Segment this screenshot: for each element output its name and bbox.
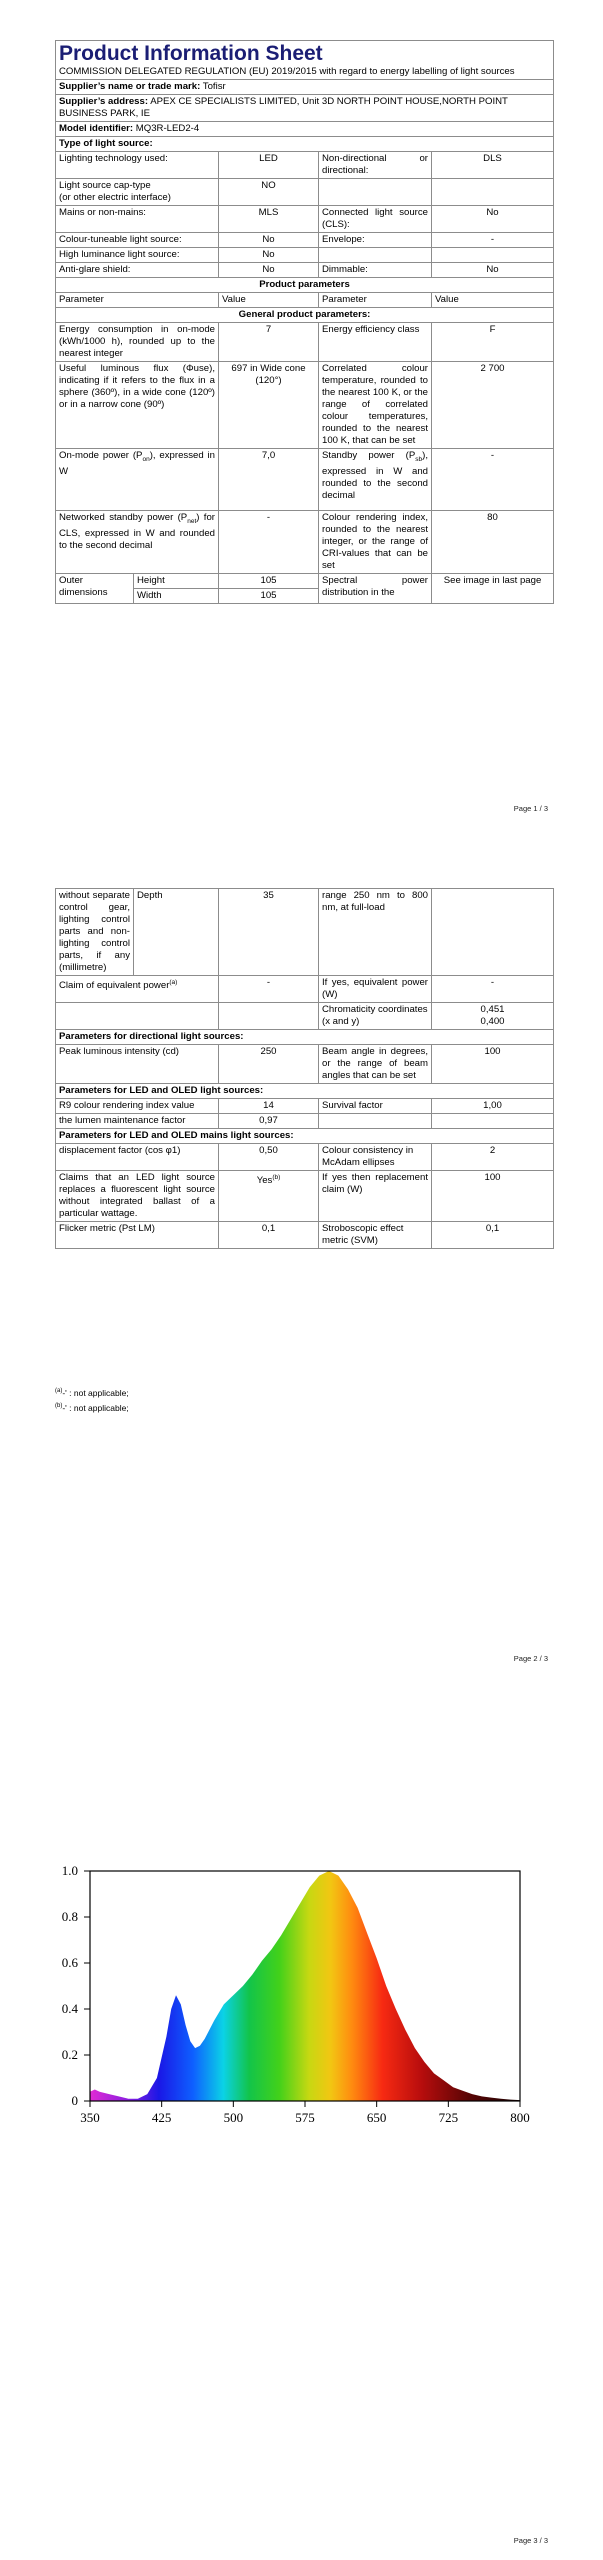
mains-section-title: Parameters for LED and OLED mains light sources:: [56, 1129, 554, 1144]
y-tick-label: 0.2: [61, 2047, 78, 2062]
dimmable-label: Dimmable:: [319, 263, 432, 278]
note-b-ref: (b): [272, 1174, 281, 1181]
directional-label: Non-directional or directional:: [319, 152, 432, 179]
peak-intensity-label: Peak luminous intensity (cd): [56, 1045, 219, 1084]
outer-dimensions-label: Outer dimensions: [56, 574, 134, 604]
model-label: Model identifier:: [59, 123, 134, 134]
cri-value: 80: [432, 511, 554, 574]
lumen-maintenance-value: 0,97: [219, 1114, 319, 1129]
cap-type-label: [56, 179, 219, 206]
model-value: MQ3R-LED2-4: [135, 123, 200, 134]
note-a-ref: (a): [169, 979, 178, 986]
height-value: 105: [219, 574, 319, 589]
x-tick-label: 500: [223, 2110, 244, 2125]
chromaticity-x: 0,451: [480, 1004, 505, 1015]
empty-cell: [319, 179, 432, 206]
colour-consistency-label: Colour consistency in McAdam ellipses: [319, 1144, 432, 1171]
high-luminance-label: High luminance light source:: [56, 248, 219, 263]
lumen-maintenance-label: the lumen maintenance factor: [56, 1114, 219, 1129]
info-sheet-page-1: [55, 40, 553, 604]
page-number-3: Page 3 / 3: [513, 2536, 548, 2545]
beam-angle-value: 100: [432, 1045, 554, 1084]
spd-label: Spectral power distribution in the: [319, 574, 432, 604]
page-3: [0, 1785, 603, 2560]
model-row: [56, 122, 554, 137]
cls-value: No: [432, 206, 554, 233]
type-section-title: Type of light source:: [56, 137, 554, 152]
header-parameter-2: Parameter: [319, 293, 432, 308]
r9-value: 14: [219, 1099, 319, 1114]
footnote-a-mark: (a): [55, 1388, 63, 1394]
peak-intensity-value: 250: [219, 1045, 319, 1084]
cap-type-label-line2: (or other electric interface): [59, 192, 171, 203]
depth-value: 35: [219, 889, 319, 976]
fluorescent-claim-value: [219, 1171, 319, 1222]
luminous-flux-label: Useful luminous flux (Φuse), indicating if it refers to the flux in a sphere (360º), in a wide cone (120º) or in a narrow cone (90º): [56, 362, 219, 449]
y-tick-label: 0: [71, 2093, 78, 2108]
equivalent-power-watts-label: If yes, equivalent power (W): [319, 976, 432, 1003]
stroboscopic-label: Stroboscopic effect metric (SVM): [319, 1222, 432, 1249]
tuneable-value: No: [219, 233, 319, 248]
on-mode-power-label: [56, 449, 219, 511]
supplier-address-label: Supplier’s address:: [59, 96, 149, 107]
standby-power-value: -: [432, 449, 554, 511]
header-value: Value: [219, 293, 319, 308]
y-tick-label: 0.6: [61, 1955, 78, 1970]
supplier-name-row: [56, 80, 554, 95]
cls-label: Connected light source (CLS):: [319, 206, 432, 233]
stroboscopic-value: 0,1: [432, 1222, 554, 1249]
energy-class-label: Energy efficiency class: [319, 323, 432, 362]
info-table-page-1: [55, 40, 554, 604]
networked-standby-label: [56, 511, 219, 574]
fluorescent-claim-text: Yes: [256, 1175, 273, 1187]
networked-standby-value: -: [219, 511, 319, 574]
supplier-address-row: [56, 95, 554, 122]
empty-cell: [56, 1003, 219, 1030]
directional-value: DLS: [432, 152, 554, 179]
displacement-factor-label: displacement factor (cos φ1): [56, 1144, 219, 1171]
equivalent-power-text: Claim of equivalent power: [59, 980, 170, 992]
empty-cell: [219, 1003, 319, 1030]
equivalent-power-label: [56, 976, 219, 1003]
footnote-b: [55, 1400, 129, 1415]
chromaticity-value: [432, 1003, 554, 1030]
mains-label: Mains or non-mains:: [56, 206, 219, 233]
colour-consistency-value: 2: [432, 1144, 554, 1171]
flicker-label: Flicker metric (Pst LM): [56, 1222, 219, 1249]
tech-value: LED: [219, 152, 319, 179]
chromaticity-y: 0,400: [480, 1016, 505, 1027]
x-axis: [80, 2101, 530, 2125]
info-sheet-page-2: [55, 888, 553, 1249]
supplier-name-value: Tofisr: [202, 81, 226, 92]
y-tick-label: 1.0: [61, 1863, 78, 1878]
x-tick-label: 425: [151, 2110, 172, 2125]
supplier-name-label: Supplier’s name or trade mark:: [59, 81, 201, 92]
empty-cell: [432, 248, 554, 263]
empty-cell: [432, 179, 554, 206]
spectrum-area: [90, 1871, 520, 2101]
energy-consumption-value: 7: [219, 323, 319, 362]
y-tick-label: 0.8: [61, 1909, 78, 1924]
mains-value: MLS: [219, 206, 319, 233]
sheet-title: Product Information Sheet: [59, 42, 323, 65]
spectral-power-chart: [40, 1861, 540, 2151]
standby-sub: sb: [415, 455, 423, 463]
cri-label: Colour rendering index, rounded to the nearest integer, or the range of CRI-values that can be set: [319, 511, 432, 574]
standby-power-label: [319, 449, 432, 511]
envelope-label: Envelope:: [319, 233, 432, 248]
page-number-2: Page 2 / 3: [513, 1654, 548, 1663]
page-1: [0, 0, 603, 815]
params-title: Product parameters: [56, 278, 554, 293]
replacement-claim-label: If yes then replacement claim (W): [319, 1171, 432, 1222]
width-label: Width: [134, 589, 219, 604]
page-gap: [0, 1680, 603, 1785]
on-mode-power-text: On-mode power (P: [59, 450, 143, 461]
outer-dimensions-label-cont: without separate control gear, lighting control parts and non-lighting control parts, if any (millimetre): [56, 889, 134, 976]
led-section-title: Parameters for LED and OLED light sources:: [56, 1084, 554, 1099]
footnotes: [55, 1385, 129, 1415]
info-table-page-2: [55, 888, 554, 1249]
supplier-address-value: APEX CE SPECIALISTS LIMITED, Unit 3D NORTH POINT HOUSE,NORTH POINT BUSINESS PARK, IE: [59, 96, 508, 119]
x-tick-label: 350: [80, 2110, 100, 2125]
empty-cell: [432, 889, 554, 976]
on-mode-power-text-2: ), expressed in W: [59, 450, 216, 477]
displacement-factor-value: 0,50: [219, 1144, 319, 1171]
luminous-flux-value: 697 in Wide cone (120°): [219, 362, 319, 449]
high-luminance-value: No: [219, 248, 319, 263]
chromaticity-label: Chromaticity coordinates (x and y): [319, 1003, 432, 1030]
spd-label-cont: range 250 nm to 800 nm, at full-load: [319, 889, 432, 976]
cap-type-label-line1: Light source cap-type: [59, 180, 151, 191]
cct-value: 2 700: [432, 362, 554, 449]
r9-label: R9 colour rendering index value: [56, 1099, 219, 1114]
footnote-b-text: -' : not applicable;: [62, 1402, 129, 1413]
dimmable-value: No: [432, 263, 554, 278]
flicker-value: 0,1: [219, 1222, 319, 1249]
survival-factor-value: 1,00: [432, 1099, 554, 1114]
equivalent-power-value: -: [219, 976, 319, 1003]
cct-label: Correlated colour temperature, rounded to the nearest 100 K, or the range of correlated colour temperatures, rounded to the nearest 100 K, that can be set: [319, 362, 432, 449]
tuneable-label: Colour-tuneable light source:: [56, 233, 219, 248]
standby-power-text-2: ), expressed in W and rounded to the second decimal: [322, 450, 428, 501]
directional-section-title: Parameters for directional light sources:: [56, 1030, 554, 1045]
envelope-value: -: [432, 233, 554, 248]
anti-glare-label: Anti-glare shield:: [56, 263, 219, 278]
on-mode-power-value: 7,0: [219, 449, 319, 511]
standby-power-text: Standby power (P: [322, 450, 416, 461]
energy-consumption-label: Energy consumption in on-mode (kWh/1000 h), rounded up to the nearest integer: [56, 323, 219, 362]
empty-cell: [319, 1114, 432, 1129]
cap-type-value: NO: [219, 179, 319, 206]
general-params-title: General product parameters:: [56, 308, 554, 323]
empty-cell: [319, 248, 432, 263]
tech-label: Lighting technology used:: [56, 152, 219, 179]
page-gap: [0, 815, 603, 880]
on-mode-sub: on: [142, 455, 150, 463]
energy-class-value: F: [432, 323, 554, 362]
y-axis: [62, 1863, 90, 2108]
x-tick-label: 800: [510, 2110, 530, 2125]
networked-standby-sub: net: [187, 517, 197, 525]
title-cell: [56, 41, 554, 80]
networked-standby-text: Networked standby power (P: [59, 512, 188, 523]
anti-glare-value: No: [219, 263, 319, 278]
footnote-a-text: -' : not applicable;: [62, 1387, 129, 1398]
page-number-1: Page 1 / 3: [513, 804, 548, 813]
header-parameter: Parameter: [56, 293, 219, 308]
fluorescent-claim-label: Claims that an LED light source replaces a fluorescent light source without integrated ballast of a particular wattage.: [56, 1171, 219, 1222]
x-tick-label: 575: [295, 2110, 315, 2125]
empty-cell: [432, 1114, 554, 1129]
height-label: Height: [134, 574, 219, 589]
page-2: [0, 880, 603, 1680]
x-tick-label: 725: [438, 2110, 459, 2125]
networked-standby-text-2: ) for CLS, expressed in W and rounded to the second decimal: [59, 512, 215, 551]
beam-angle-label: Beam angle in degrees, or the range of beam angles that can be set: [319, 1045, 432, 1084]
replacement-claim-value: 100: [432, 1171, 554, 1222]
spd-value: See image in last page: [432, 574, 554, 604]
y-tick-label: 0.4: [61, 2001, 78, 2016]
regulation-text: COMMISSION DELEGATED REGULATION (EU) 2019/2015 with regard to energy labelling of light sources: [59, 66, 515, 77]
header-value-2: Value: [432, 293, 554, 308]
equivalent-power-watts-value: -: [432, 976, 554, 1003]
width-value: 105: [219, 589, 319, 604]
survival-factor-label: Survival factor: [319, 1099, 432, 1114]
footnote-b-mark: (b): [55, 1402, 63, 1409]
footnote-a: [55, 1385, 129, 1400]
depth-label: Depth: [134, 889, 219, 976]
x-tick-label: 650: [366, 2110, 387, 2125]
